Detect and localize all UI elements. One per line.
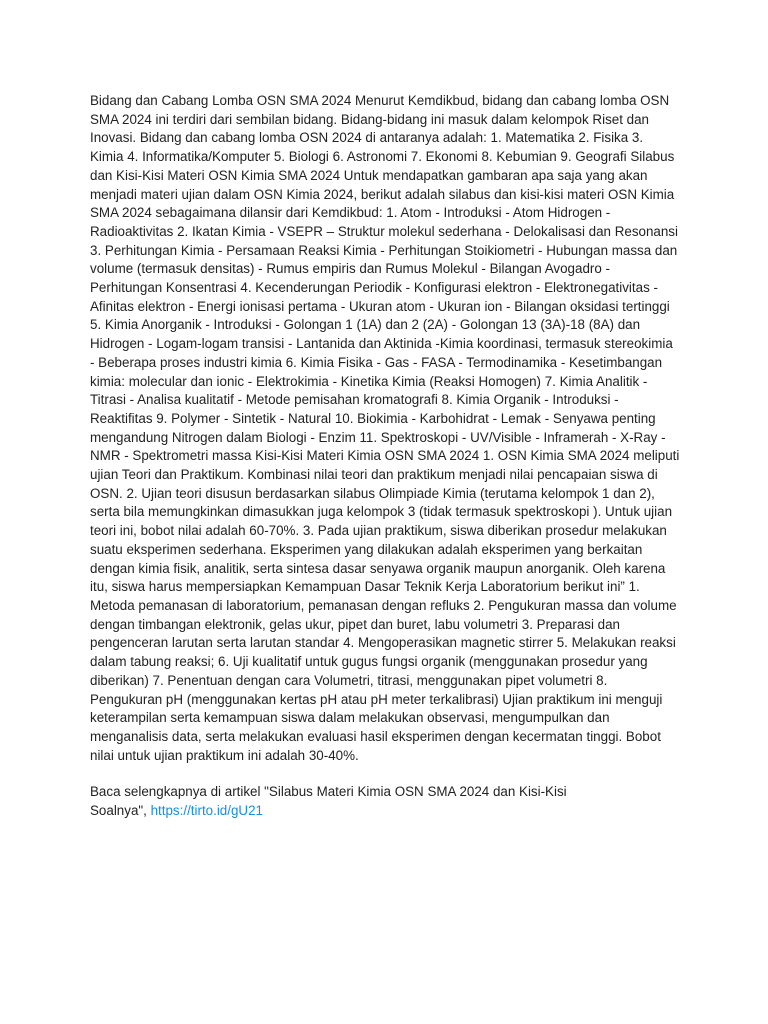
source-prefix: Baca selengkapnya di artikel "Silabus Materi Kimia OSN SMA 2024 dan Kisi-Kisi Soalnya", bbox=[90, 784, 567, 819]
source-link[interactable]: https://tirto.id/gU21 bbox=[150, 803, 263, 819]
article-body: Bidang dan Cabang Lomba OSN SMA 2024 Menurut Kemdikbud, bidang dan cabang lomba OSN SMA 2024 ini terdiri dari sembilan bidang. Bidang-bidang ini masuk dalam kelompok Riset dan Inovasi. Bidang dan cabang lomba OSN 2024 di antaranya adalah: 1. Matematika 2. Fisika 3. Kimia 4. Informatika/Komputer 5. Biologi 6. Astronomi 7. Ekonomi 8. Kebumian 9. Geografi Silabus dan Kisi-Kisi Materi OSN Kimia SMA 2024 Untuk mendapatkan gambaran apa saja yang akan menjadi materi ujian dalam OSN Kimia 2024, berikut adalah silabus dan kisi-kisi materi OSN Kimia SMA 2024 sebagaimana dilansir dari Kemdikbud: 1. Atom - Introduksi - Atom Hidrogen - Radioaktivitas 2. Ikatan Kimia - VSEPR – Struktur molekul sederhana - Delokalisasi dan Resonansi 3. Perhitungan Kimia - Persamaan Reaksi Kimia - Perhitungan Stoikiometri - Hubungan massa dan volume (termasuk densitas) - Rumus empiris dan Rumus Molekul - Bilangan Avogadro - Perhitungan Konsentrasi 4. Kecenderungan Periodik - Konfigurasi elektron - Elektronegativitas - Afinitas elektron - Energi ionisasi pertama - Ukuran atom - Ukuran ion - Bilangan oksidasi tertinggi 5. Kimia Anorganik - Introduksi - Golongan 1 (1A) dan 2 (2A) - Golongan 13 (3A)-18 (8A) dan Hidrogen - Logam-logam transisi - Lantanida dan Aktinida -Kimia koordinasi, termasuk stereokimia - Beberapa proses industri kimia 6. Kimia Fisika - Gas - FASA - Termodinamika - Kesetimbangan kimia: molecular dan ionic - Elektrokimia - Kinetika Kimia (Reaksi Homogen) 7. Kimia Analitik - Titrasi - Analisa kualitatif - Metode pemisahan kromatografi 8. Kimia Organik - Introduksi - Reaktifitas 9. Polymer - Sintetik - Natural 10. Biokimia - Karbohidrat - Lemak - Senyawa penting mengandung Nitrogen dalam Biologi - Enzim 11. Spektroskopi - UV/Visible - Inframerah - X-Ray - NMR - Spektrometri massa Kisi-Kisi Materi Kimia OSN SMA 2024 1. OSN Kimia SMA 2024 meliputi ujian Teori dan Praktikum. Kombinasi nilai teori dan praktikum menjadi nilai pencapaian siswa di OSN. 2. Ujian teori disusun berdasarkan silabus Olimpiade Kimia (terutama kelompok 1 dan 2), serta bila memungkinkan dimasukkan juga kelompok 3 (tidak termasuk spektroskopi ). Untuk ujian teori ini, bobot nilai adalah 60-70%. 3. Pada ujian praktikum, siswa diberikan prosedur melakukan suatu eksperimen sederhana. Eksperimen yang dilakukan adalah eksperimen yang berkaitan dengan kimia fisik, analitik, serta sintesa dasar senyawa organik maupun anorganik. Oleh karena itu, siswa harus mempersiapkan Kemampuan Dasar Teknik Kerja Laboratorium berikut ini” 1. Metoda pemanasan di laboratorium, pemanasan dengan refluks 2. Pengukuran massa dan volume dengan timbangan elektronik, gelas ukur, pipet dan buret, labu volumetri 3. Preparasi dan pengenceran larutan serta larutan standar 4. Mengoperasikan magnetic stirrer 5. Melakukan reaksi dalam tabung reaksi; 6. Uji kualitatif untuk gugus fungsi organik (menggunakan prosedur yang diberikan) 7. Penentuan dengan cara Volumetri, titrasi, menggunakan pipet volumetri 8. Pengukuran pH (menggunakan kertas pH atau pH meter terkalibrasi) Ujian praktikum ini menguji keterampilan serta kemampuan siswa dalam melakukan observasi, mengumpulkan dan menganalisis data, serta melakukan evaluasi hasil eksperimen dengan kecermatan tinggi. Bobot nilai untuk ujian praktikum ini adalah 30-40%. bbox=[90, 93, 680, 763]
source-note bbox=[90, 783, 610, 820]
article-content bbox=[90, 92, 680, 821]
